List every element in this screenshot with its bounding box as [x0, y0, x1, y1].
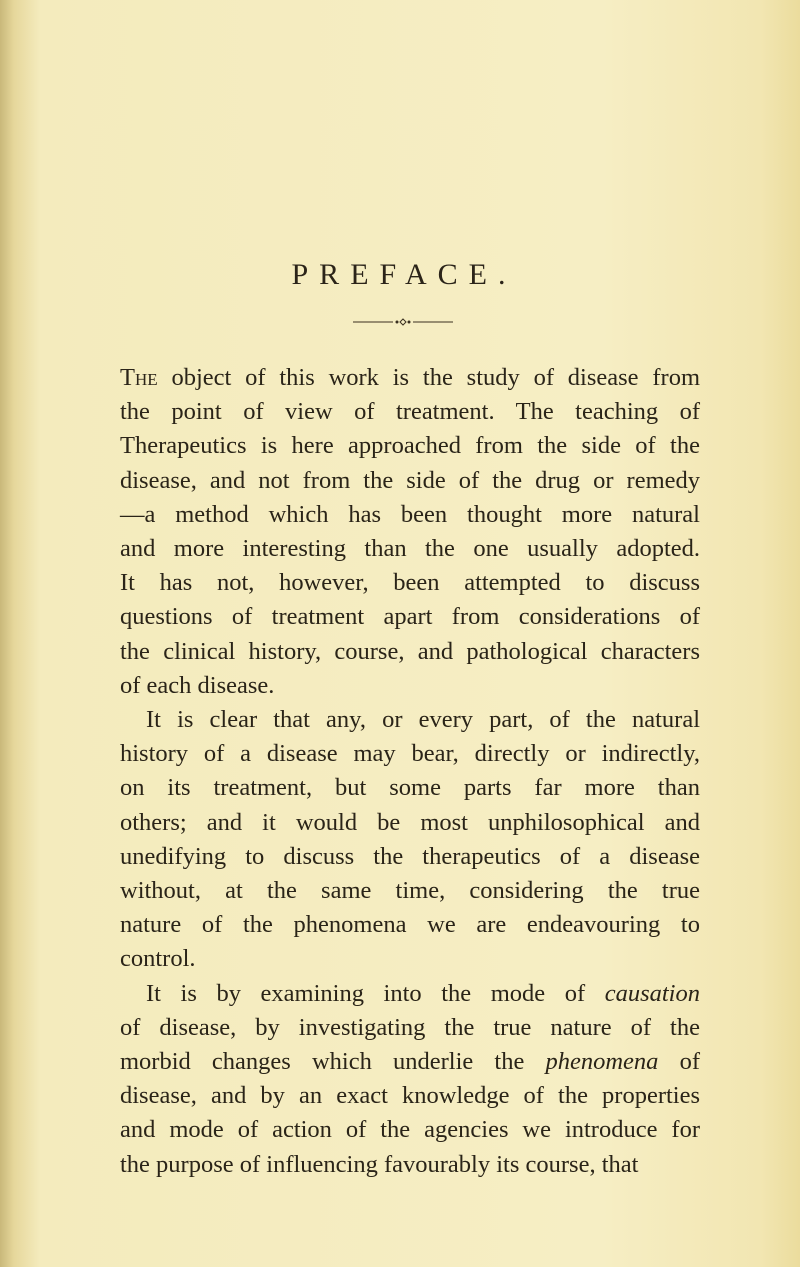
- text-line: [120, 908, 700, 942]
- italic-term: causation: [604, 979, 700, 1007]
- text-line: [120, 361, 700, 395]
- line-text: without, at the same time, considering the true: [120, 877, 700, 905]
- page-title: PREFACE.: [291, 258, 517, 291]
- title-ornament: [353, 318, 453, 326]
- line-text: It is by examining into the mode of: [146, 979, 605, 1007]
- lead-word: The: [120, 364, 158, 391]
- line-tail: of: [658, 1048, 700, 1076]
- text-line: [120, 1148, 700, 1182]
- line-text: others; and it would be most unphilosophical and: [120, 808, 700, 836]
- paragraph-3: [120, 977, 700, 1182]
- text-line: [120, 669, 700, 703]
- line-text: history of a disease may bear, directly or indirectly,: [120, 740, 700, 768]
- line-text: and more interesting than the one usually adopted.: [120, 535, 700, 563]
- text-line: [120, 429, 700, 463]
- text-line: [120, 498, 700, 532]
- line-text: questions of treatment apart from considerations of: [120, 603, 700, 631]
- line-text: control.: [120, 945, 196, 973]
- text-line: [120, 1045, 700, 1079]
- line-text: on its treatment, but some parts far more than: [120, 774, 700, 802]
- text-line: [120, 395, 700, 429]
- line-text: unedifying to discuss the therapeutics of a disease: [120, 842, 700, 870]
- text-line: [120, 771, 700, 805]
- paragraph-2: [120, 703, 700, 977]
- line-text: and mode of action of the agencies we introduce for: [120, 1116, 700, 1144]
- line-text: the clinical history, course, and pathological characters: [120, 637, 700, 665]
- preface-body: [120, 361, 700, 1182]
- text-line: [120, 1011, 700, 1045]
- line-text: object of this work is the study of disease from: [157, 364, 700, 391]
- line-text: Therapeutics is here approached from the side of the: [120, 432, 700, 460]
- text-line: [120, 532, 700, 566]
- line-text: disease, and by an exact knowledge of the properties: [120, 1082, 700, 1110]
- italic-term: phenomena: [545, 1048, 659, 1076]
- line-text: disease, and not from the side of the drug or remedy: [120, 466, 700, 494]
- text-line: [120, 806, 700, 840]
- text-line: [120, 942, 700, 976]
- line-text: It is clear that any, or every part, of the natural: [146, 706, 700, 734]
- text-line: [120, 737, 700, 771]
- line-text: nature of the phenomena we are endeavouring to: [120, 911, 700, 939]
- text-line: [120, 600, 700, 634]
- line-text: of each disease.: [120, 671, 275, 699]
- line-text: morbid changes which underlie the: [120, 1048, 546, 1076]
- text-line: [120, 1079, 700, 1113]
- text-line: [120, 566, 700, 600]
- line-text: It has not, however, been attempted to discuss: [120, 569, 700, 597]
- text-line: [120, 874, 700, 908]
- text-line: [120, 703, 700, 737]
- text-line: [120, 840, 700, 874]
- text-line: [120, 977, 700, 1011]
- paragraph-1: [120, 361, 700, 703]
- line-text: —a method which has been thought more natural: [120, 500, 700, 528]
- line-text: of disease, by investigating the true nature of the: [120, 1013, 700, 1041]
- line-text: the purpose of influencing favourably its course, that: [120, 1150, 639, 1178]
- text-line: [120, 1113, 700, 1147]
- text-line: [120, 635, 700, 669]
- line-text: the point of view of treatment. The teaching of: [120, 398, 700, 426]
- text-line: [120, 464, 700, 498]
